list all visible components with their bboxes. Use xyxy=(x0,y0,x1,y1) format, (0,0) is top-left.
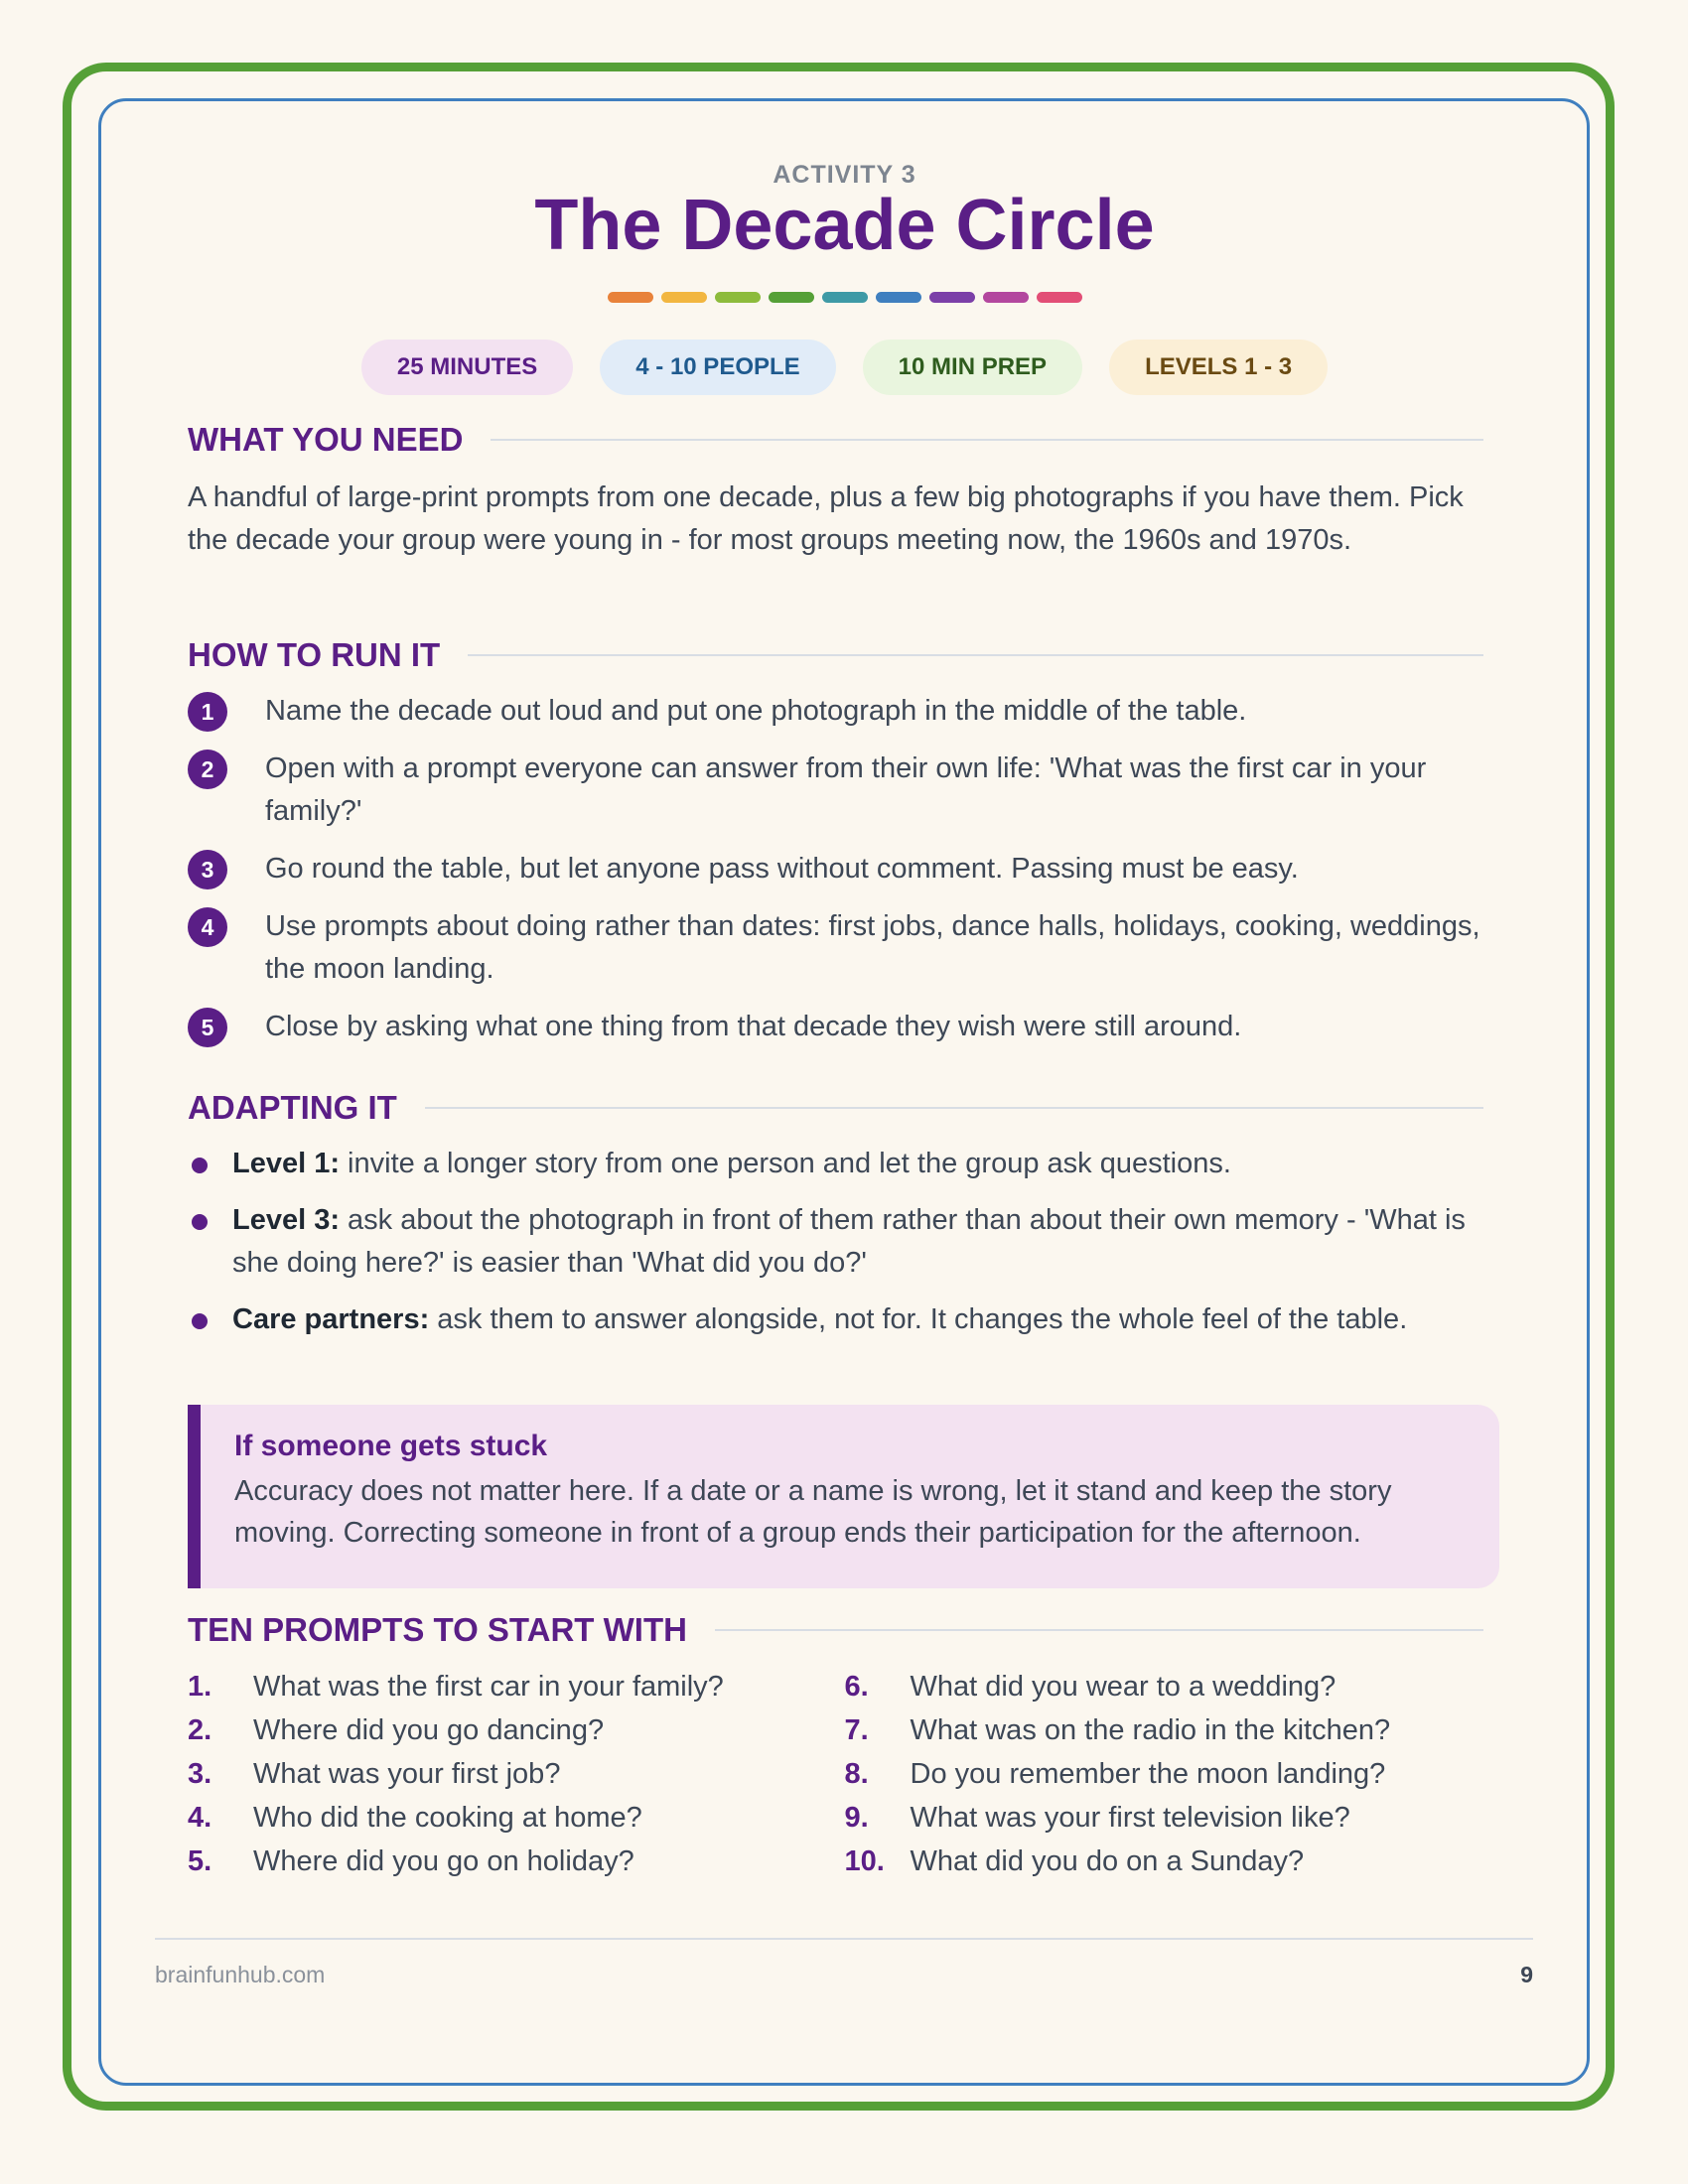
info-pills xyxy=(188,340,1501,395)
pill-levels: LEVELS 1 - 3 xyxy=(1109,340,1328,395)
prompt-text: What was on the radio in the kitchen? xyxy=(910,1714,1391,1746)
stuck-callout xyxy=(188,1405,1499,1588)
color-dash xyxy=(822,292,868,303)
list-item xyxy=(188,690,1501,733)
callout-title: If someone gets stuck xyxy=(234,1430,548,1462)
section-rule xyxy=(468,654,1483,656)
list-item xyxy=(845,1840,1502,1883)
list-item xyxy=(188,905,1501,991)
prompt-text: What did you do on a Sunday? xyxy=(910,1845,1305,1877)
prompt-text: Do you remember the moon landing? xyxy=(910,1758,1386,1790)
color-dash xyxy=(769,292,814,303)
bullet-label: Level 3: xyxy=(232,1204,340,1236)
pill-duration: 25 MINUTES xyxy=(361,340,573,395)
step-number-badge: 4 xyxy=(188,907,227,947)
prompt-number: 2. xyxy=(188,1714,212,1746)
prompt-number: 4. xyxy=(188,1802,212,1834)
list-item xyxy=(188,1143,1501,1185)
color-dash xyxy=(876,292,921,303)
section-heading: TEN PROMPTS TO START WITH xyxy=(188,1611,687,1648)
prompts-left-column xyxy=(188,1665,845,1883)
callout-text: Accuracy does not matter here. If a date or a name is wrong, let it stand and keep the story moving. Correcting someone in front of a group ends their participation for the afternoon. xyxy=(234,1475,1392,1549)
list-item xyxy=(188,1796,845,1840)
bullet-dot-icon xyxy=(192,1158,208,1173)
list-item xyxy=(188,1708,845,1752)
list-item xyxy=(188,1840,845,1883)
step-number-badge: 1 xyxy=(188,692,227,732)
list-item xyxy=(188,848,1501,890)
bullet-text: ask them to answer alongside, not for. It changes the whole feel of the table. xyxy=(429,1303,1408,1335)
step-number-badge: 2 xyxy=(188,750,227,789)
what-you-need-text: A handful of large-print prompts from one decade, plus a few big photographs if you have them. Pick the decade your group were young in - for most groups meeting now, the 1960s and 1970s. xyxy=(188,481,1464,556)
bullet-label: Care partners: xyxy=(232,1303,430,1335)
section-rule xyxy=(425,1107,1483,1109)
page-number: 9 xyxy=(1520,1962,1533,1987)
prompt-number: 6. xyxy=(844,1671,869,1703)
prompts-right-column xyxy=(845,1665,1502,1883)
step-number-badge: 5 xyxy=(188,1008,227,1047)
adapting-list xyxy=(188,1143,1501,1355)
prompt-text: Where did you go dancing? xyxy=(253,1714,605,1746)
bullet-dot-icon xyxy=(192,1214,208,1230)
pill-prep-time: 10 MIN PREP xyxy=(863,340,1082,395)
section-heading: ADAPTING IT xyxy=(188,1089,397,1126)
step-text: Use prompts about doing rather than dates: first jobs, dance halls, holidays, cooking, weddings, the moon landing. xyxy=(265,910,1480,985)
activity-eyebrow: ACTIVITY 3 xyxy=(773,161,916,189)
list-item xyxy=(845,1665,1502,1708)
color-dash xyxy=(929,292,975,303)
list-item xyxy=(845,1708,1502,1752)
list-item xyxy=(188,1665,845,1708)
list-item xyxy=(188,1006,1501,1048)
color-dash xyxy=(1037,292,1082,303)
step-number-badge: 3 xyxy=(188,850,227,889)
steps-list xyxy=(188,690,1501,1063)
section-what-you-need xyxy=(188,421,1483,459)
prompt-number: 7. xyxy=(844,1714,869,1746)
prompt-text: Where did you go on holiday? xyxy=(253,1845,634,1877)
footer-site: brainfunhub.com xyxy=(155,1962,326,1987)
list-item xyxy=(188,1752,845,1796)
pill-group-size: 4 - 10 PEOPLE xyxy=(600,340,835,395)
color-dash-row xyxy=(188,292,1501,303)
bullet-label: Level 1: xyxy=(232,1148,340,1179)
section-how-to-run xyxy=(188,636,1483,674)
section-heading: WHAT YOU NEED xyxy=(188,421,464,458)
prompt-number: 5. xyxy=(188,1845,212,1877)
color-dash xyxy=(608,292,653,303)
section-prompts xyxy=(188,1611,1483,1649)
color-dash xyxy=(715,292,761,303)
step-text: Name the decade out loud and put one photograph in the middle of the table. xyxy=(265,695,1247,727)
prompt-number: 1. xyxy=(188,1671,212,1703)
list-item xyxy=(845,1752,1502,1796)
step-text: Go round the table, but let anyone pass without comment. Passing must be easy. xyxy=(265,853,1299,885)
list-item xyxy=(188,1199,1501,1285)
section-rule xyxy=(491,439,1483,441)
bullet-text: ask about the photograph in front of them rather than about their own memory - 'What is she doing here?' is easier than 'What did you do?' xyxy=(232,1204,1466,1279)
prompt-number: 8. xyxy=(844,1758,869,1790)
footer-divider xyxy=(155,1938,1533,1940)
prompt-text: What was your first television like? xyxy=(910,1802,1350,1834)
section-heading: HOW TO RUN IT xyxy=(188,636,441,673)
page-title: The Decade Circle xyxy=(534,186,1155,265)
prompt-text: What was the first car in your family? xyxy=(253,1671,724,1703)
prompts-columns xyxy=(188,1665,1501,1883)
prompt-number: 9. xyxy=(844,1802,869,1834)
prompt-number: 10. xyxy=(844,1845,885,1877)
color-dash xyxy=(661,292,707,303)
prompt-text: What did you wear to a wedding? xyxy=(910,1671,1336,1703)
prompt-text: What was your first job? xyxy=(253,1758,561,1790)
list-item xyxy=(188,1298,1501,1341)
section-rule xyxy=(715,1629,1483,1631)
step-text: Open with a prompt everyone can answer from their own life: 'What was the first car in your family?' xyxy=(265,752,1427,827)
color-dash xyxy=(983,292,1029,303)
list-item xyxy=(845,1796,1502,1840)
section-adapting xyxy=(188,1089,1483,1127)
step-text: Close by asking what one thing from that decade they wish were still around. xyxy=(265,1011,1242,1042)
prompt-number: 3. xyxy=(188,1758,212,1790)
prompt-text: Who did the cooking at home? xyxy=(253,1802,642,1834)
bullet-dot-icon xyxy=(192,1313,208,1329)
list-item xyxy=(188,748,1501,833)
bullet-text: invite a longer story from one person and let the group ask questions. xyxy=(340,1148,1231,1179)
